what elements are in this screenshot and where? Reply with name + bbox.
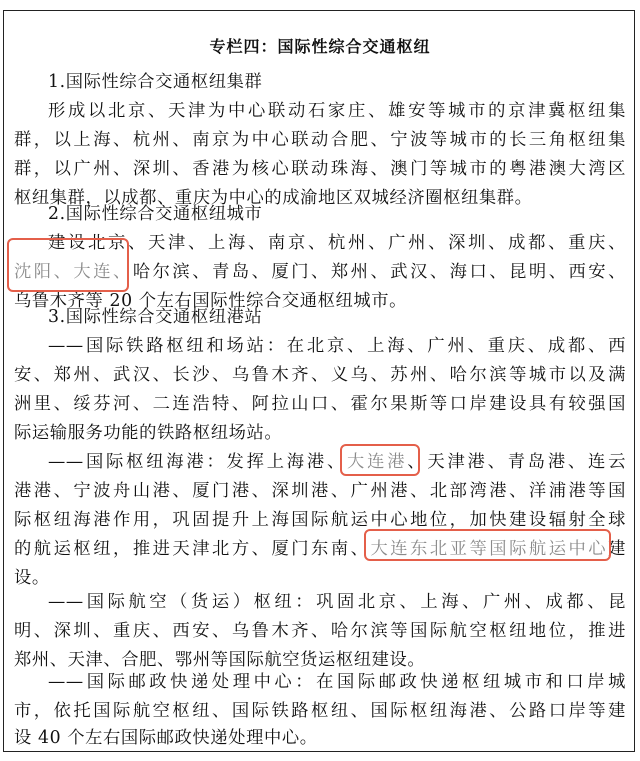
text-line: 群，以广州、深圳、香港为核心联动珠海、澳门等城市的粤港澳大湾区 [14,159,626,179]
highlight-box-dalian-port [340,444,420,476]
text-line: 郑州、天津、合肥、鄂州等国际航空货运枢纽建设。 [14,650,426,670]
section-heading-3: 3.国际性综合交通枢纽港站 [48,307,263,327]
text-line-highlighted: ——国际枢纽海港：发挥上海港、大连港、天津港、青岛港、连云 [48,452,626,472]
text-line: 安、郑州、武汉、长沙、乌鲁木齐、义乌、苏州、哈尔滨等城市以及满 [14,365,626,385]
text-line: 洲里、绥芬河、二连浩特、阿拉山口、霍尔果斯等口岸建设具有较强国 [14,394,626,414]
section-heading-2: 2.国际性综合交通枢纽城市 [48,204,263,224]
highlight-box-dalian-northeast-asia [364,529,611,561]
text-line: 设。 [14,568,50,588]
text-line: 乌鲁木齐等 20 个左右国际性综合交通枢纽城市。 [14,291,408,311]
highlight-dalian-northeast-asia: 大连东北亚等国际航运中心 [370,539,609,559]
text-line-highlighted: 沈阳、大连、哈尔滨、青岛、厦门、郑州、武汉、海口、昆明、西安、 [14,262,626,282]
text-line: 群，以上海、杭州、南京为中心联动合肥、宁波等城市的长三角枢纽集 [14,130,626,150]
text-line: 市，依托国际航空枢纽、国际铁路枢纽、国际枢纽海港、公路口岸等建 [14,701,626,721]
text-line: 际运输服务功能的铁路枢纽场站。 [14,423,283,443]
text-line: 际枢纽海港作用，巩固提升上海国际航运中心地位，加快建设辐射全球 [14,510,626,530]
text-line: ——国际航空（货运）枢纽：巩固北京、上海、广州、成都、昆 [48,592,626,612]
text-line: ——国际铁路枢纽和场站：在北京、上海、广州、重庆、成都、西 [48,336,626,356]
text-line: ——国际邮政快递处理中心：在国际邮政快递枢纽城市和口岸城 [48,672,626,692]
highlight-dalian-port: 大连港 [347,452,408,472]
section-heading-1: 1.国际性综合交通枢纽集群 [48,72,263,92]
text-line-highlighted: 的航运枢纽，推进天津北方、厦门东南、大连东北亚等国际航运中心建 [14,539,626,559]
text-line: 港港、宁波舟山港、厦门港、深圳港、广州港、北部湾港、洋浦港等国 [14,481,626,501]
highlight-box-shenyang-dalian [7,238,129,292]
text-line: 枢纽集群，以成都、重庆为中心的成渝地区双城经济圈枢纽集群。 [14,188,533,208]
text-line: 形成以北京、天津为中心联动石家庄、雄安等城市的京津冀枢纽集 [48,101,626,121]
text-line: 建设北京、天津、上海、南京、杭州、广州、深圳、成都、重庆、 [48,233,626,253]
text-line: 设 40 个左右国际邮政快递处理中心。 [14,728,318,748]
column-title: 专栏四：国际性综合交通枢纽 [209,37,431,56]
highlight-shenyang-dalian: 沈阳、大连、 [14,262,133,282]
text-line: 明、深圳、重庆、西安、乌鲁木齐、哈尔滨等国际航空枢纽地位，推进 [14,621,626,641]
